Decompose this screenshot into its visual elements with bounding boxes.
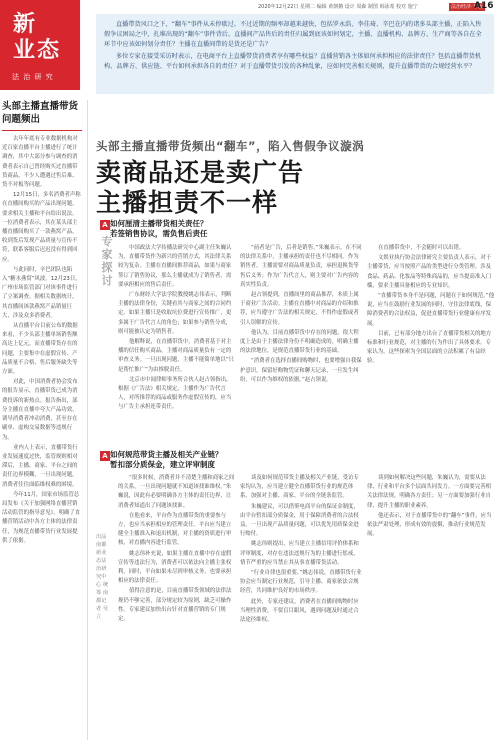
section-a-title	[110, 219, 208, 239]
article-paragraph: “行业自律也很重要。”姚志伟说，直播带货行业协会应当制定行业规范，引导主播、商家依法合规经营，共同维护良好的市场秩序。	[240, 570, 362, 595]
article-paragraph: 谈到如何解决这些问题，朱巍认为，需要从法律、行业和平台多个层面共同发力。一方面要完善相关法律法规，明确各方责任；另一方面要加强行业自律，提升主播的职业素养。	[367, 475, 491, 509]
byline-vertical	[100, 235, 114, 287]
article-paragraph: “很多时候，消费者并不清楚主播和商家之间的关系，一旦出现问题就不知道该找谁维权。”朱巍说，因此有必要明确各方主体的责任边界，让消费者知道出了问题该找谁。	[118, 475, 235, 509]
section-b-title-line1: 如何规范带货主播及相关产业链？	[110, 450, 223, 459]
article-paragraph: 中国政法大学传播法研究中心副主任朱巍认为，直播带货作为新兴的营销方式，其法律关系较为复杂。主播在直播间推荐商品，如果与商家签订了销售协议，那么主播就成为了销售者，需要承担相应的售后责任。	[118, 245, 232, 288]
section-b-title	[110, 450, 223, 470]
sidebar-paragraph: 业内人士表示，直播带货行业发展速度过快，监管规则相对滞后，主播、商家、平台之间的责任边界模糊，一旦出现问题，消费者往往面临维权难的困境。	[2, 444, 78, 488]
article-headline-line1: 卖商品还是卖广告	[96, 158, 305, 187]
section-b-badge: A	[100, 451, 110, 461]
section-tag: 法治经济·专版	[451, 4, 483, 10]
article-column-1a	[118, 244, 236, 454]
article-paragraph: 赵占领提到，直播间里的商品推荐，本质上属于商业广告活动。主播在直播中对商品的介绍和推荐，应当遵守广告法的相关规定，不得作虚假或者引人误解的宣传。	[240, 292, 359, 326]
main-article-header	[96, 98, 494, 218]
article-paragraph: 此外，专家还建议，消费者在直播间购物时应当理性消费，不要盲目跟风，遇到问题及时通过合法途径维权。	[240, 598, 359, 624]
masthead-title	[13, 12, 61, 64]
article-paragraph: 值得注意的是，目前直播带货领域的法律法规仍不够完善，部分规定较为原则，缺乏可操作性。专家建议加快出台针对直播营销的专门规定。	[118, 588, 232, 623]
sidebar-column	[2, 100, 82, 740]
article-column-1b	[118, 474, 236, 744]
credit-vertical: 出品 南都新业态法治研究中心 统筹 南都记者 吴立	[96, 534, 109, 620]
sidebar-paragraph: 12月15日，多名消费者声称在直播间购买的产品出现问题，要求相关主播和平台给出说法。一位消费者表示，其在某头部主播直播间购买了一款燕窝产品，收到货后发现产品质量与宣传不符，联系客服后迟迟没有得到回应。	[2, 192, 81, 263]
article-paragraph: “消费者在选择直播间购物时，也要增强自我保护意识，保留好购物凭证和聊天记录，一旦发生纠纷，可以作为维权的依据。”赵占领说。	[240, 358, 362, 383]
article-paragraph: 谈及如何规范带货主播及相关产业链，受访专家均认为，应当建立健全直播带货行业的规范体系，加强对主播、商家、平台的全链条监管。	[240, 475, 359, 500]
intro-box	[96, 14, 494, 94]
intro-paragraph: 多位专家在接受采访时表示，在电商平台上直播带货消费者享有哪些权益？直播营销各主体如何承担相应的法律责任？包括直播带货机构、品牌方、供应链、平台如何承担各自的责任？对于直播带货引发的各种乱象，应如何完善相关规则，提升直播带货的合规经营水平？	[104, 53, 482, 70]
section-b-title-line2: 暂扣部分质保金，建立评审制度	[110, 460, 215, 469]
article-paragraph: “前者是广告，后者是销售。”朱巍表示，在不同的法律关系中，主播承担的责任也不尽相同。作为销售者，主播需要对商品质量负责，承担退换货等售后义务；作为广告代言人，则主要对广告内容的真实性负责。	[240, 245, 362, 288]
sidebar-paragraph: 去年年底有专业数据机构对近百家直播平台主播进行了统计调查，其中大部分参与调查的消费者表示自己曾经购买过直播带货商品，不少人遭遇过售后难、货不对板等问题。	[2, 136, 78, 189]
article-paragraph: 朱巍建议，可以借鉴电商平台的保证金制度，由平台暂扣部分质保金，用于保障消费者的合法权益。一旦出现产品质量问题，可以优先用质保金进行赔付。	[240, 503, 359, 538]
issue-date-line: 2020年12月22日 星期二 编辑 黄朝娥 设计 周森 制图 韩泳希 校对 施宁	[258, 4, 418, 10]
article-kicker: 头部主播直播带货频出“翻车”，陷入售假争议漩涡	[96, 139, 365, 153]
masthead-title-line1: 新	[13, 12, 38, 37]
article-paragraph: 在他看来，平台作为直播带货的重要参与方，也应当承担相应的管理责任。平台应当建立健全主播准入和退出机制，对主播的资质进行审核，对直播内容进行监管。	[118, 512, 232, 547]
column-divider	[87, 100, 88, 740]
article-column-3b	[367, 474, 495, 744]
article-paragraph: 姚志伟则提出，应当建立主播信用评价体系和评审制度，对存在违法违规行为的主播进行惩戒，情节严重的应当禁止其从事直播带货活动。	[240, 541, 359, 566]
article-headline-line2: 主播担责不一样	[96, 188, 279, 217]
masthead-subtitle: 法 治 研 究	[12, 73, 54, 81]
byline-text: 专家探讨	[101, 235, 113, 287]
sidebar-divider	[2, 130, 82, 131]
article-paragraph: 文娱业执行协会法律研究主要负责人表示，对于主播带货，应当按照产品的类型进行分类管理。涉及食品、药品、化妆品等特殊商品的，应当提高准入门槛，要求主播具备相应的专业知识。	[367, 255, 492, 289]
sidebar-paragraph: 与此同时，辛巴团队也陷入“糖水燕窝”风波。12月23日，广州市场监管部门对该事件进行了立案调查。据相关数据统计，其直播间该款燕窝产品销量巨大，涉及众多消费者。	[2, 266, 81, 319]
article-paragraph: 目前，已有部分地方出台了直播带货相关的地方标准和行业规范，对主播的行为作出了具体要求。专家认为，这些探索为全国层面的立法积累了有益经验。	[367, 330, 492, 365]
section-a-title-line1: 如何厘清主播带货相关责任？	[110, 219, 208, 228]
article-paragraph: 姚志伟补充说，如果主播在直播中存在虚假宣传等违法行为，消费者可以依法向主播主张权利。同时，平台如果未尽到审核义务，也要承担相应的法律责任。	[118, 550, 232, 585]
article-paragraph: 他认为，目前直播带货中存在的问题，很大程度上是由于主播法律身份不明确造成的。明确主播的法律地位，是规范直播带货行业的基础。	[240, 329, 359, 355]
page-number: A16	[474, 1, 494, 11]
article-paragraph: “直播带货本身不是问题，问题在于如何规范。”他说，应当在鼓励行业发展的同时，守住法律底线，保障消费者的合法权益，促进直播带货行业健康有序发展。	[367, 293, 495, 327]
article-column-2a	[240, 244, 362, 472]
article-paragraph: 广东财经大学法学院教授姚志伟表示，判断主播的法律身份，关键看其与商家之间的合同约定。如果主播只是收取坑位费进行宣传推广，更多属于广告代言人的角色；如果参与销售分成，则可能被认定为销售者。	[118, 292, 232, 335]
masthead-title-line2: 业态	[13, 38, 62, 63]
sidebar-paragraph: 从直播平台目前公布的数据来看，不少头部主播单场销售额高达上亿元。而直播带货存在的问题，主要集中在虚假宣传、产品质量不合格、售后服务缺失等方面。	[2, 323, 78, 376]
sidebar-title: 头部主播直播带货问题频出	[2, 101, 79, 125]
article-column-3a	[367, 244, 495, 472]
sidebar-paragraph: 对此，中国消费者协会发布的报告显示，直播带货已成为消费投诉的新热点。报告指出，部分主播在直播中夸大产品功效，诱导消费者冲动消费，甚至存在刷单、虚构交易数据等违规行为。	[2, 379, 78, 441]
intro-paragraph: 直播带货风口之下，“翻车”事件从未停歇过。不过近期的频率却越来越快，包括罗永浩、李佳琦、辛巴在内的诸多头部主播，正陷入售假争议困局之中，扎堆出现的“翻车”事件背后，直播间产品售后的责任归属到底该如何划定，主播、直播机构、品牌方、生产商等各自在全环节中应该如何划分责任？主播在直播间带的是货还是广告？	[104, 21, 482, 48]
section-a-title-line2: 若签销售协议，需负售后责任	[110, 229, 208, 238]
section-masthead	[0, 0, 80, 90]
sidebar-paragraph: 今年11月，国家市场监管总局发布《关于加强网络直播营销活动监管的指导意见》，明确了直播营销活动中各方主体的法律责任，为规范直播带货行业发展提供了依据。	[2, 491, 81, 544]
article-column-2b	[240, 474, 362, 744]
article-paragraph: 在直播带货中，不会随时可以出错。	[378, 245, 465, 251]
article-paragraph: 北京市中闻律师事务所合伙人赵占领指出，根据《广告法》相关规定，主播作为广告代言人，对所推荐的商品或服务作虚假宣传的，应当与广告主承担连带责任。	[118, 376, 232, 411]
article-paragraph: 他还表示，对于直播带货中的“翻车”事件，应当依法严肃处理，形成有效的震慑，推动行业规范发展。	[367, 512, 492, 538]
section-a-badge: A	[100, 220, 110, 230]
article-paragraph: 他解释说，在直播带货中，消费者基于对主播的信任购买商品，主播对商品质量负有一定的审查义务。一旦出现问题，主播不能简单地以“只是帮忙推广”为由推脱责任。	[118, 339, 234, 373]
